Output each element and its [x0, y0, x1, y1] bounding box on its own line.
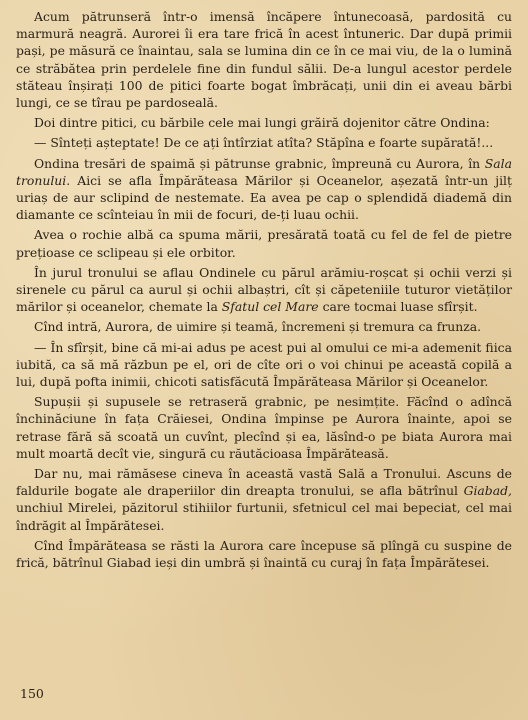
text-run: — Sînteți așteptate! De ce ați întîrziat atîta? Stăpîna e foarte supărată!... [34, 135, 494, 151]
text-run: În jurul tronului se aflau Ondinele cu părul arămiu-roșcat și ochii verzi și sirenele cu părul ca aurul și ochii albaștri, cît și căpeteniile tuturor vietăților mărilor și oceanelor, chemate la [16, 264, 512, 315]
paragraph [16, 318, 512, 335]
paragraph [16, 339, 512, 391]
text-run: Cînd intră, Aurora, de uimire și teamă, încremeni și tremura ca frunza. [34, 319, 482, 335]
text-run: Dar nu, mai rămăsese cineva în această vastă Sală a Tronului. Ascuns de faldurile bogate ale draperiilor din dreapta tronului, se afla bătrînul [16, 466, 512, 499]
text-run: unchiul Mirelei, păzitorul stihiilor furtunii, sfetnicul cel mai bepeciat, cel mai îndrăgit al Împărătesei. [16, 500, 512, 533]
page-number: 150 [20, 686, 44, 701]
paragraph [16, 134, 512, 151]
text-run: Acum pătrunseră într-o imensă încăpere întunecoasă, pardosită cu marmură neagră. Aurorei îi era tare frică în acest întuneric. Dar după primii pași, pe măsură ce înaintau, sala se lumina din ce în ce mai viu, de la o lumină ce străbătea prin perdelele fine din fundul sălii. De-a lungul acestor perdele stăteau înșirați 100 de pitici foarte bogat îmbrăcați, unii din ei aveau bărbi lungi, ce se tîrau pe pardoseală. [16, 9, 512, 111]
text-run: care tocmai luase sfîrșit. [318, 299, 478, 315]
paragraph [16, 393, 512, 462]
paragraph [16, 8, 512, 111]
text-run: Aici se afla Împărăteasa Mărilor și Oceanelor, așezată într-un jilț uriaș de aur sclipind de nestemate. Ea avea pe cap o splendidă diademă din diamante ce scînteiau în mii de focuri, de-ți luau ochii. [16, 172, 512, 223]
paragraph [16, 114, 512, 131]
paragraph [16, 264, 512, 316]
text-run: Doi dintre pitici, cu bărbile cele mai lungi grăiră dojenitor către Ondina: [34, 115, 490, 131]
paragraph [16, 155, 512, 224]
italic-text-run: Sala tronului. [16, 155, 512, 188]
text-run: — În sfîrșit, bine că mi-ai adus pe acest pui al omului ce mi-a ademenit fiica iubită, ca să mă răzbun pe el, ori de cîte ori o voi chinui pe această copilă a lui, după pofta inimii, chicoti satisfăcută Împărăteasa Mărilor și Oceanelor. [16, 339, 512, 390]
text-run: Cînd Împărăteasa se răsti la Aurora care începuse să plîngă cu suspine de frică, bătrînul Giabad ieși din umbră și înaintă cu curaj în fața Împărătesei. [16, 537, 512, 571]
body-text [16, 8, 512, 571]
italic-text-run: Sfatul cel Mare [221, 299, 319, 315]
paragraph [16, 226, 512, 260]
text-run: Ondina tresări de spaimă și pătrunse grabnic, împreună cu Aurora, în [34, 155, 485, 171]
paragraph [16, 537, 512, 571]
text-run: Supușii și supusele se retraseră grabnic, pe nesimțite. Făcînd o adîncă închinăciune în fața Crăiesei, Ondina împinse pe Aurora înainte, apoi se retrase fără să scoată un cuvînt, plecînd și ea, lăsînd-o pe biata Aurora mai mult moartă decît vie, singură cu răutăcioasa Împărăteasă. [16, 394, 512, 461]
paragraph [16, 465, 512, 534]
text-run: Avea o rochie albă ca spuma mării, presărată toată cu fel de fel de pietre prețioase ce sclipeau și ele orbitor. [16, 227, 512, 260]
italic-text-run: Giabad, [463, 483, 512, 499]
